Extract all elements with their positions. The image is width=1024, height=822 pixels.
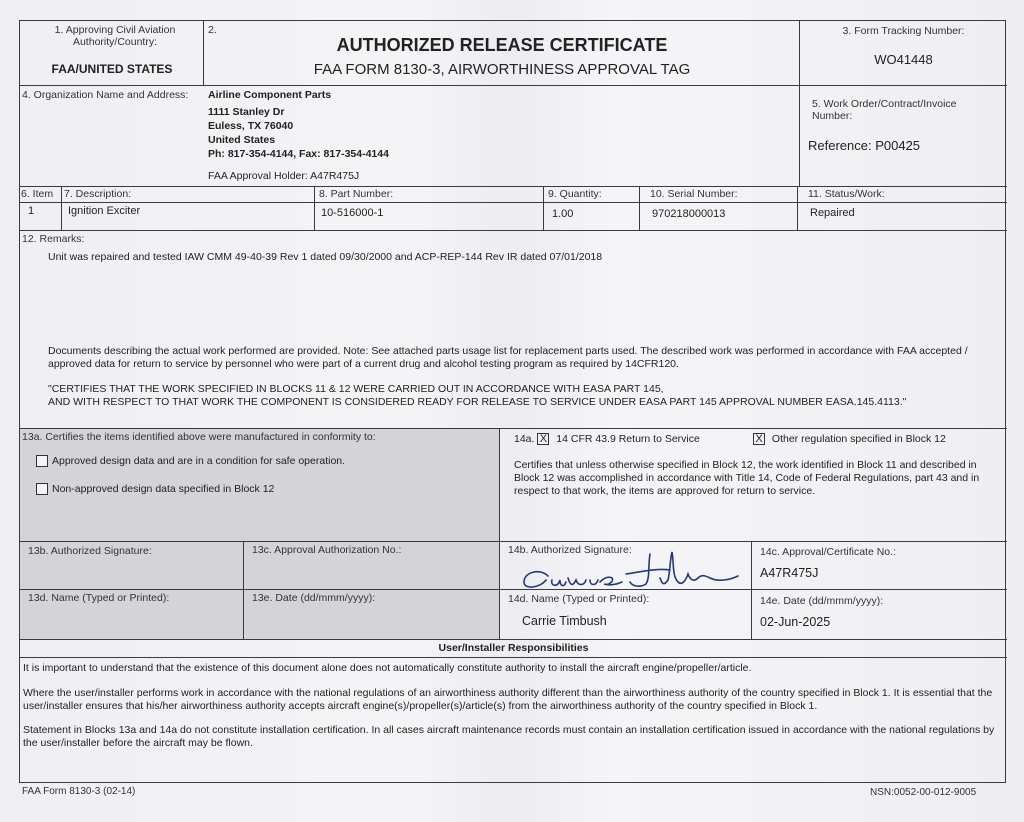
phone-fax: Ph: 817-354-4144, Fax: 817-354-4144: [208, 148, 389, 160]
block-14a: [500, 429, 1007, 542]
block-4-label: 4. Organization Name and Address:: [22, 89, 189, 101]
address-line-2: Euless, TX 76040: [208, 120, 294, 132]
handwritten-signature: [500, 542, 750, 588]
block-2-label: 2.: [208, 24, 217, 36]
block-13a-label: 13a. Certifies the items identified above were manufactured in conformity to:: [22, 431, 376, 443]
approval-certificate-number: A47R475J: [760, 566, 819, 580]
faa-approval-holder: FAA Approval Holder: A47R475J: [208, 170, 360, 182]
block-14a-certification-text: Certifies that unless otherwise specified in Block 12, the work identified in Block 11 and described in Block 12 was accomplished in accordance with Title 14, Code of Federal Regulations, part 43 and in respect to that work, the items are approved for return to service.: [514, 459, 980, 497]
header-serial-number: 10. Serial Number:: [640, 187, 798, 203]
form-title: AUTHORIZED RELEASE CERTIFICATE: [336, 35, 668, 55]
remarks-label: 12. Remarks:: [22, 233, 85, 245]
non-approved-design-option: Non-approved design data specified in Block 12: [36, 483, 274, 496]
block-3-label: 3. Form Tracking Number:: [842, 25, 965, 37]
responsibilities-body: [20, 658, 1007, 782]
item-part-number: 10-516000-1: [315, 203, 544, 231]
approved-design-option: Approved design data and are in a condition for safe operation.: [36, 455, 345, 468]
block-13a: [20, 429, 500, 542]
other-regulation-option: X Other regulation specified in Block 12: [753, 433, 946, 446]
header-quantity: 9. Quantity:: [544, 187, 640, 203]
header-status-work: 11. Status/Work:: [798, 187, 1007, 203]
remarks-line-1: Unit was repaired and tested IAW CMM 49-40-39 Rev 1 dated 09/30/2000 and ACP-REP-144 Rev IR dated 07/01/2018: [48, 251, 603, 263]
remarks-line-2: Documents describing the actual work performed are provided. Note: See attached parts usage list for replacement parts used. The described work was performed in accordance with FAA accepted / approved data for return to service by personnel who were part of a current drug and alcohol testing program as required by 14CFR120.: [48, 345, 968, 370]
block-13c: 13c. Approval Authorization No.:: [244, 542, 500, 590]
block-1-label: 1. Approving Civil Aviation Authority/Country:: [54, 24, 176, 48]
responsibilities-paragraph-1: It is important to understand that the existence of this document alone does not automatically constitute authority to install the aircraft engine/propeller/article.: [23, 662, 752, 674]
nsn-footer: NSN:0052-00-012-9005: [870, 787, 977, 798]
block-14c: 14c. Approval/Certificate No.: A47R475J: [752, 542, 1007, 590]
responsibilities-paragraph-3: Statement in Blocks 13a and 14a do not constitute installation certification. In all cases aircraft maintenance records must contain an installation certification issued in accordance with the national regulations by the user/installer before the aircraft may be flown.: [23, 724, 995, 749]
block-13e: 13e. Date (dd/mmm/yyyy):: [244, 590, 500, 640]
item-quantity: 1.00: [544, 203, 640, 231]
item-description: Ignition Exciter: [62, 203, 315, 231]
return-to-service-option: 14a. X 14 CFR 43.9 Return to Service: [514, 433, 700, 446]
responsibilities-title: User/Installer Responsibilities: [438, 642, 589, 654]
form-tracking-number: WO41448: [874, 52, 933, 67]
item-number: 1: [20, 203, 62, 231]
block-5-label: 5. Work Order/Contract/Invoice Number:: [812, 98, 957, 122]
signature-date: 02-Jun-2025: [760, 615, 831, 629]
address-country: United States: [208, 134, 276, 146]
block-2: [204, 21, 800, 86]
certificate-form: [19, 20, 1006, 783]
block-14e: 14e. Date (dd/mmm/yyyy): 02-Jun-2025: [752, 590, 1007, 640]
responsibilities-paragraph-2: Where the user/installer performs work in accordance with the national regulations of an airworthiness authority different than the airworthiness authority of the country specified in Block 1. It is essential that the user/installer ensures that his/her airworthiness authority accepts aircraft engine(s)/propeller(s)/article(s) from the airworthiness authority of the country specified in Block 1.: [23, 687, 993, 712]
block-12-remarks: [20, 231, 1007, 429]
form-number-footer: FAA Form 8130-3 (02-14): [22, 786, 136, 797]
form-subtitle: FAA FORM 8130-3, AIRWORTHINESS APPROVAL TAG: [313, 61, 691, 78]
block-13d: 13d. Name (Typed or Printed):: [20, 590, 244, 640]
block-4: [20, 86, 800, 187]
block-14b: 14b. Authorized Signature:: [500, 542, 752, 590]
block-14a-label: 14a.: [514, 433, 535, 445]
non-approved-design-checkbox[interactable]: [36, 483, 48, 495]
authority-country: FAA/UNITED STATES: [51, 62, 173, 76]
address-line-1: 1111 Stanley Dr: [208, 106, 285, 118]
remarks-certification-line-2: AND WITH RESPECT TO THAT WORK THE COMPONENT IS CONSIDERED READY FOR RELEASE TO SERVICE UNDER EASA PART 145 APPROVAL NUMBER EASA.145.4113.": [48, 396, 907, 408]
item-status: Repaired: [798, 203, 1007, 231]
remarks-certification-line-1: "CERTIFIES THAT THE WORK SPECIFIED IN BLOCKS 11 & 12 WERE CARRIED OUT IN ACCORDANCE WITH EASA PART 145,: [48, 383, 664, 395]
header-description: 7. Description:: [62, 187, 315, 203]
organization-name: Airline Component Parts: [208, 89, 332, 101]
responsibilities-header: [20, 640, 1007, 658]
block-5: [800, 86, 1007, 187]
block-14d: 14d. Name (Typed or Printed): Carrie Timbush: [500, 590, 752, 640]
work-order-reference: Reference: P00425: [808, 138, 921, 153]
signer-name: Carrie Timbush: [522, 614, 607, 628]
block-13b: 13b. Authorized Signature:: [20, 542, 244, 590]
other-regulation-checkbox[interactable]: X: [753, 433, 765, 445]
approved-design-checkbox[interactable]: [36, 455, 48, 467]
block-3: [800, 21, 1007, 86]
block-1: [20, 21, 204, 86]
header-part-number: 8. Part Number:: [315, 187, 544, 203]
item-serial-number: 970218000013: [640, 203, 798, 231]
header-item: 6. Item: [20, 187, 62, 203]
return-to-service-checkbox[interactable]: X: [537, 433, 549, 445]
